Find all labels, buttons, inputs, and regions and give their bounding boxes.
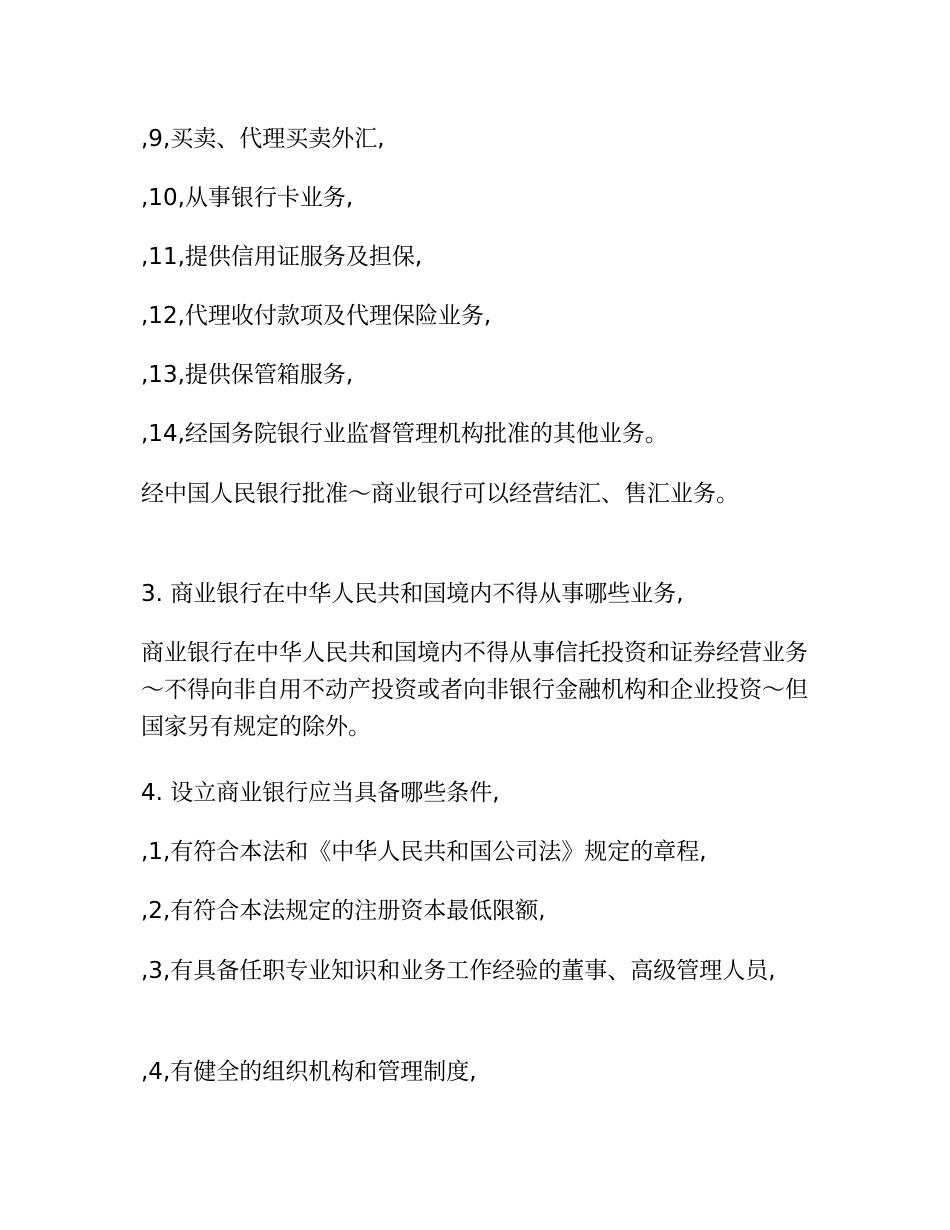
condition-item-2: ,2,有符合本法规定的注册资本最低限额, [141,898,546,924]
list-item-12: ,12,代理收付款项及代理保险业务, [141,303,492,329]
question-4-heading: 4. 设立商业银行应当具备哪些条件, [141,780,500,806]
question-3-heading: 3. 商业银行在中华人民共和国境内不得从事哪些业务, [141,581,684,607]
list-item-9: ,9,买卖、代理买卖外汇, [141,126,385,152]
paragraph-prohibited-business: 商业银行在中华人民共和国境内不得从事信托投资和证券经营业务～不得向非自用不动产投资或者向非银行金融机构和企业投资～但国家另有规定的除外。 [141,640,808,740]
condition-item-4: ,4,有健全的组织机构和管理制度, [141,1059,477,1085]
paragraph-exchange-approval: 经中国人民银行批准～商业银行可以经营结汇、售汇业务。 [141,481,739,507]
list-item-13: ,13,提供保管箱服务, [141,362,354,388]
list-item-14: ,14,经国务院银行业监督管理机构批准的其他业务。 [141,421,668,447]
condition-item-1: ,1,有符合本法和《中华人民共和国公司法》规定的章程, [141,839,707,865]
condition-item-3: ,3,有具备任职专业知识和业务工作经验的董事、高级管理人员, [141,958,776,984]
list-item-11: ,11,提供信用证服务及担保, [141,244,423,270]
list-item-10: ,10,从事银行卡业务, [141,185,354,211]
